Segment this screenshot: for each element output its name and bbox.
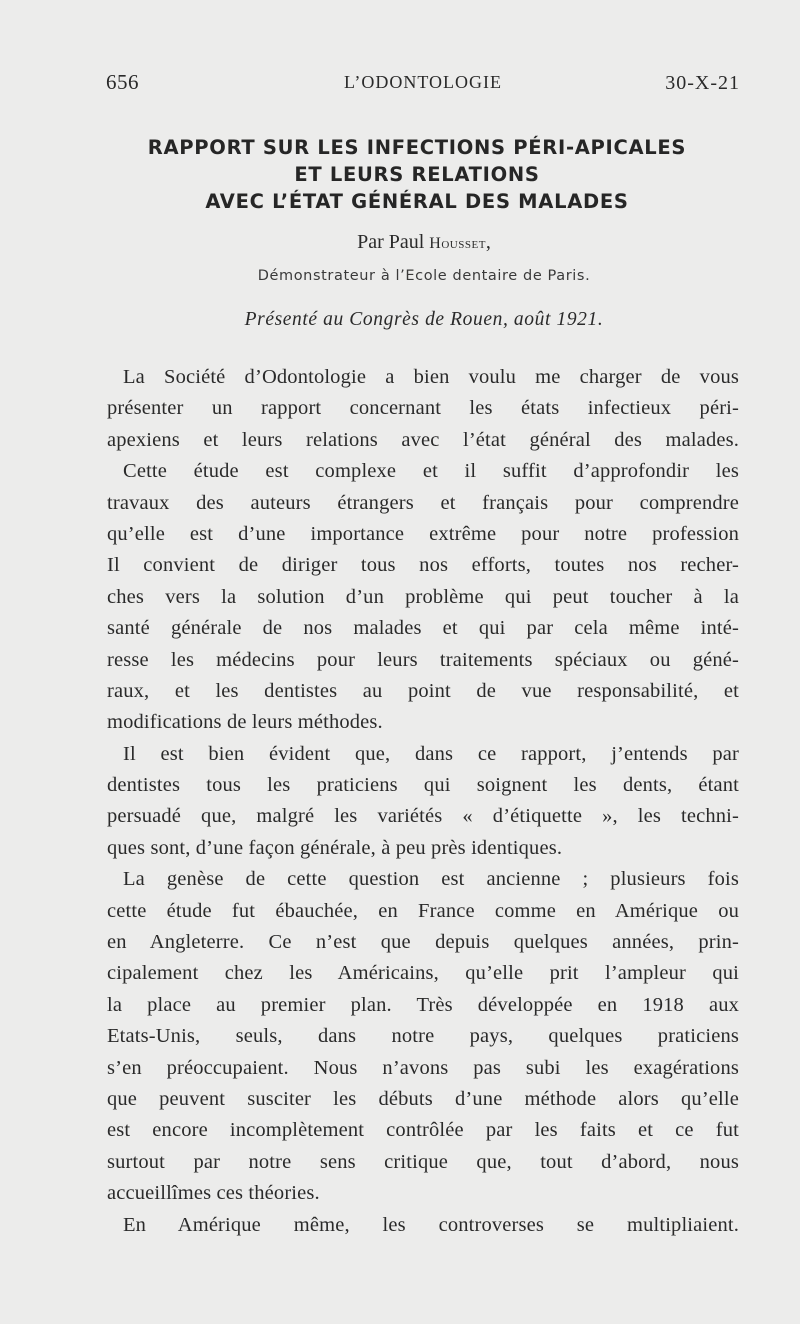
body-line: la place au premier plan. Très développée en 1918 aux xyxy=(107,993,739,1016)
body-line: dentistes tous les praticiens qui soignent les dents, étant xyxy=(107,774,739,797)
article-title xyxy=(90,134,744,215)
body-line: accueillîmes ces théories. xyxy=(107,1182,320,1205)
body-line: ques sont, d’une façon générale, à peu près identiques. xyxy=(107,836,563,859)
article-title-line: AVEC L’ÉTAT GÉNÉRAL DES MALADES xyxy=(205,190,629,213)
body-line: apexiens et leurs relations avec l’état général des malades. xyxy=(107,428,739,451)
running-header xyxy=(106,70,740,100)
byline-prefix: Par Paul xyxy=(357,231,425,253)
author-affiliation: Démonstrateur à l’Ecole dentaire de Paris. xyxy=(257,268,591,284)
body-line: raux, et les dentistes au point de vue responsabilité, et xyxy=(107,679,739,702)
body-line: resse les médecins pour leurs traitements spéciaux ou géné- xyxy=(107,648,739,671)
body-line: qu’elle est d’une importance extrême pour notre profession xyxy=(107,522,739,545)
body-line: Il est bien évident que, dans ce rapport, j’entends par xyxy=(123,742,739,765)
article-title-line: ET LEURS RELATIONS xyxy=(294,163,540,186)
body-line: présenter un rapport concernant les états infectieux péri- xyxy=(107,397,739,420)
author-byline xyxy=(100,231,748,254)
issue-date: 30-X-21 xyxy=(665,72,740,94)
body-line: surtout par notre sens critique que, tout d’abord, nous xyxy=(107,1150,739,1173)
article-title-line: RAPPORT SUR LES INFECTIONS PÉRI-APICALES xyxy=(147,136,687,159)
body-line: s’en préoccupaient. Nous n’avons pas subi les exagérations xyxy=(107,1056,739,1079)
body-line: est encore incomplètement contrôlée par les faits et ce fut xyxy=(107,1119,739,1142)
body-line: Cette étude est complexe et il suffit d’approfondir les xyxy=(123,460,739,483)
presentation-note: Présenté au Congrès de Rouen, août 1921. xyxy=(244,309,604,330)
body-line: Il convient de diriger tous nos efforts, toutes nos recher- xyxy=(107,554,739,577)
byline-suffix: , xyxy=(485,231,491,253)
body-line: ches vers la solution d’un problème qui peut toucher à la xyxy=(107,585,739,608)
body-line: En Amérique même, les controverses se multipliaient. xyxy=(123,1213,739,1236)
body-line: travaux des auteurs étrangers et français pour comprendre xyxy=(107,491,739,514)
body-line: La genèse de cette question est ancienne ; plusieurs fois xyxy=(123,868,739,891)
body-line: cette étude fut ébauchée, en France comme en Amérique ou xyxy=(107,899,739,922)
body-line: Etats-Unis, seuls, dans notre pays, quelques praticiens xyxy=(107,1025,739,1048)
journal-title: L’ODONTOLOGIE xyxy=(344,72,502,92)
body-line: que peuvent susciter les débuts d’une méthode alors qu’elle xyxy=(107,1087,739,1110)
author-surname: Housset xyxy=(429,235,486,252)
body-line: La Société d’Odontologie a bien voulu me charger de vous xyxy=(123,366,739,388)
body-text xyxy=(107,362,739,1241)
body-line: cipalement chez les Américains, qu’elle prit l’ampleur qui xyxy=(107,962,739,985)
page-number: 656 xyxy=(106,70,139,94)
body-line: en Angleterre. Ce n’est que depuis quelques années, prin- xyxy=(107,931,739,954)
body-line: santé générale de nos malades et qui par cela même inté- xyxy=(107,617,739,640)
body-line: modifications de leurs méthodes. xyxy=(107,711,383,734)
body-line: persuadé que, malgré les variétés « d’étiquette », les techni- xyxy=(107,805,739,828)
